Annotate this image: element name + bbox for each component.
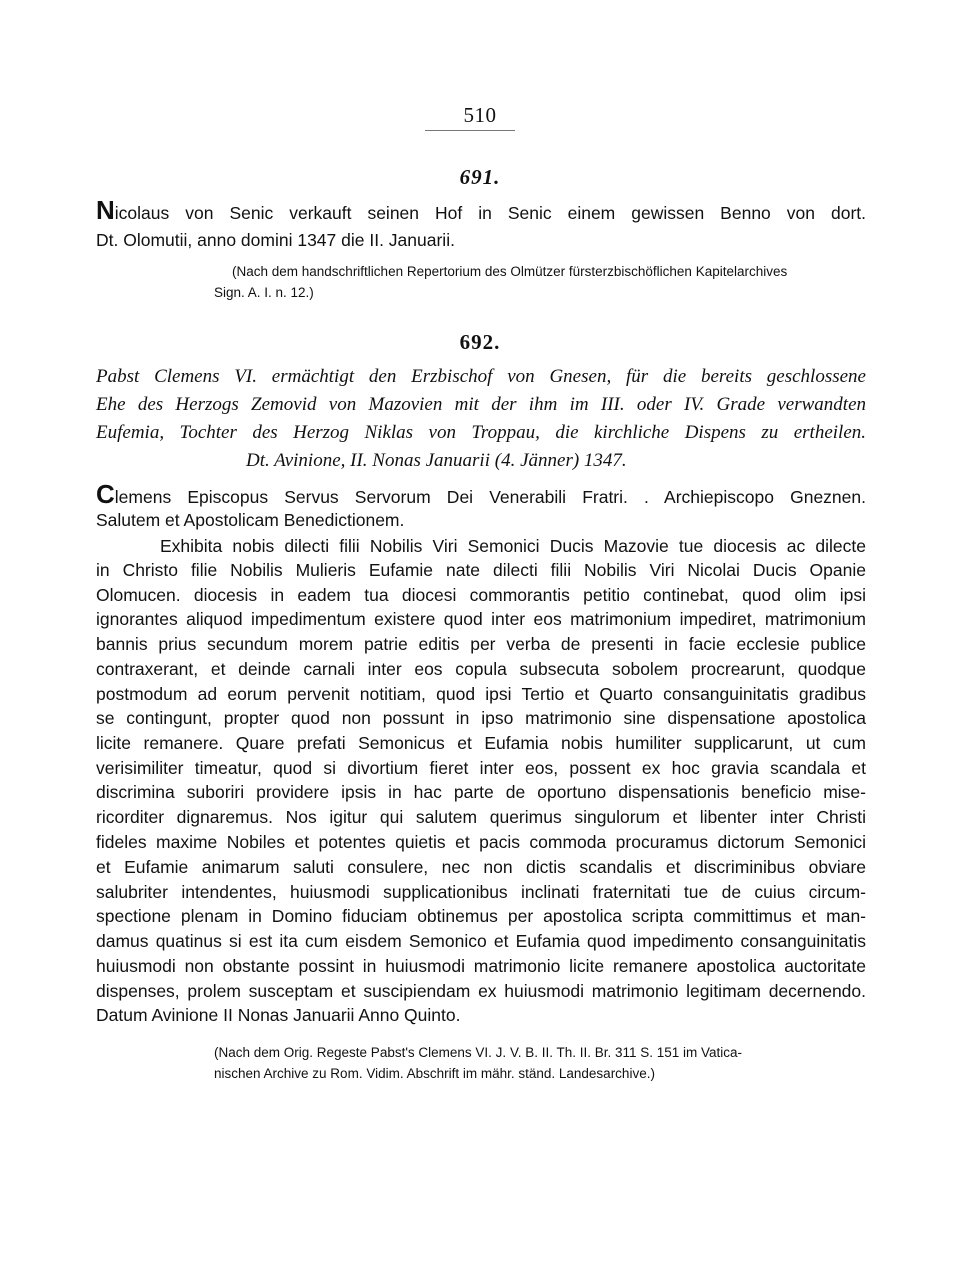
doc692-body-text: lemens Episcopus Servus Servorum Dei Venerabili Fratri. . Archiepiscopo Gneznen. <box>114 487 866 507</box>
doc692-body-line-9: postmodum ad eorum pervenit notitiam, quod ipsi Tertio et Quarto consanguinitatis gradibus <box>96 684 866 704</box>
doc692-body-line-17: salubriter intendentes, huiusmodi supplicationibus inclinati fraternitati tue de cuius circum- <box>96 882 866 902</box>
doc692-summary-line-3: Eufemia, Tochter des Herzog Niklas von Troppau, die kirchliche Dispens zu ertheilen. <box>96 422 866 443</box>
doc692-body-line-10: se contingunt, propter quod non possunt in ipso matrimonio sine dispensatione apostolica <box>96 708 866 728</box>
doc692-body-line-2: Salutem et Apostolicam Benedictionem. <box>96 510 405 530</box>
doc692-body-line-22: Datum Avinione II Nonas Januarii Anno Quinto. <box>96 1005 461 1025</box>
document-number-692: 692. <box>459 330 501 354</box>
doc692-body-line-8: contraxerant, et deinde carnali inter eos copula subsecuta sobolem procrearunt, quodque <box>96 659 866 679</box>
doc691-source-line-1: (Nach dem handschriftlichen Repertorium des Olmützer fürsterzbischöflichen Kapitelarchives <box>232 264 788 279</box>
doc692-body-line-7: bannis prius secundum morem patrie editis per verba de presenti in facie ecclesie publice <box>96 634 866 654</box>
doc692-body-line-1 <box>96 479 866 509</box>
doc692-body-line-16: et Eufamie animarum saluti consulere, nec non dictis scandalis et discriminibus obviare <box>96 857 866 877</box>
doc692-body-line-21: dispenses, prolem susceptam et suscipiendam ex huiusmodi matrimonio legitimam decernendo. <box>96 981 866 1001</box>
doc691-heading-line-1 <box>96 195 866 225</box>
page-number-rule <box>425 130 515 131</box>
doc692-body-line-15: fideles maxime Nobiles et potentes quietis et pacis commoda procuramus dictorum Semonici <box>96 832 866 852</box>
doc692-body-line-13: discrimina suboriri providere ipsis in hac parte de oportuno dispensationis beneficio mise- <box>96 782 866 802</box>
doc691-heading-text: icolaus von Senic verkauft seinen Hof in Senic einem gewissen Benno von dort. <box>114 203 866 223</box>
doc692-summary-line-2: Ehe des Herzogs Zemovid von Mazovien mit der ihm im III. oder IV. Grade verwandten <box>96 394 866 415</box>
doc692-body-line-19: damus quatinus si est ita cum eisdem Semonico et Eufamia quod impedimento consanguinitatis <box>96 931 866 951</box>
doc692-body-line-4: in Christo filie Nobilis Mulieris Eufamie nate dilecti filii Nobilis Viri Nicolai Ducis Opanie <box>96 560 866 580</box>
doc691-heading-line-2: Dt. Olomutii, anno domini 1347 die II. Januarii. <box>96 230 455 250</box>
doc692-body-line-12: verisimiliter timeatur, quod si divortium fieret inter eos, possent ex hoc gravia scandala et <box>96 758 866 778</box>
doc692-source-line-2: nischen Archive zu Rom. Vidim. Abschrift im mähr. ständ. Landesarchive.) <box>214 1066 655 1081</box>
doc692-body-line-6: ignorantes aliquod impedimentum existere quod inter eos matrimonium impediret, matrimonium <box>96 609 866 629</box>
doc692-source-line-1: (Nach dem Orig. Regeste Pabst's Clemens VI. J. V. B. II. Th. II. Br. 311 S. 151 im Vatica- <box>214 1045 743 1060</box>
doc692-drop-initial: C <box>96 479 115 509</box>
doc692-body-line-11: licite remanere. Quare prefati Semonicus et Eufamia nobis humiliter supplicarunt, ut cum <box>96 733 866 753</box>
doc692-body-line-18: spectione plenam in Domino fiduciam obtinemus per apostolica scripta committimus et man- <box>96 906 866 926</box>
document-number-691: 691. <box>459 165 501 189</box>
doc692-summary-line-1: Pabst Clemens VI. ermächtigt den Erzbischof von Gnesen, für die bereits geschlossene <box>96 366 866 387</box>
doc692-body-line-14: ricorditer dignaremus. Nos igitur qui salutem querimus singulorum et libenter inter Christi <box>96 807 866 827</box>
doc692-body-line-3: Exhibita nobis dilecti filii Nobilis Viri Semonici Ducis Mazovie tue diocesis ac dilecte <box>160 536 866 556</box>
doc692-body-line-20: huiusmodi non obstante possint in huiusmodi matrimonio licite remanere apostolica auctoritate <box>96 956 866 976</box>
page-number: 510 <box>463 103 497 127</box>
doc691-drop-initial: N <box>96 195 115 225</box>
doc691-source-line-2: Sign. A. I. n. 12.) <box>214 285 314 300</box>
doc692-summary-line-4: Dt. Avinione, II. Nonas Januarii (4. Jänner) 1347. <box>246 450 627 471</box>
doc692-body-line-5: Olomucen. diocesis in eadem tua diocesi commorantis petitio continebat, quod olim ipsi <box>96 585 866 605</box>
